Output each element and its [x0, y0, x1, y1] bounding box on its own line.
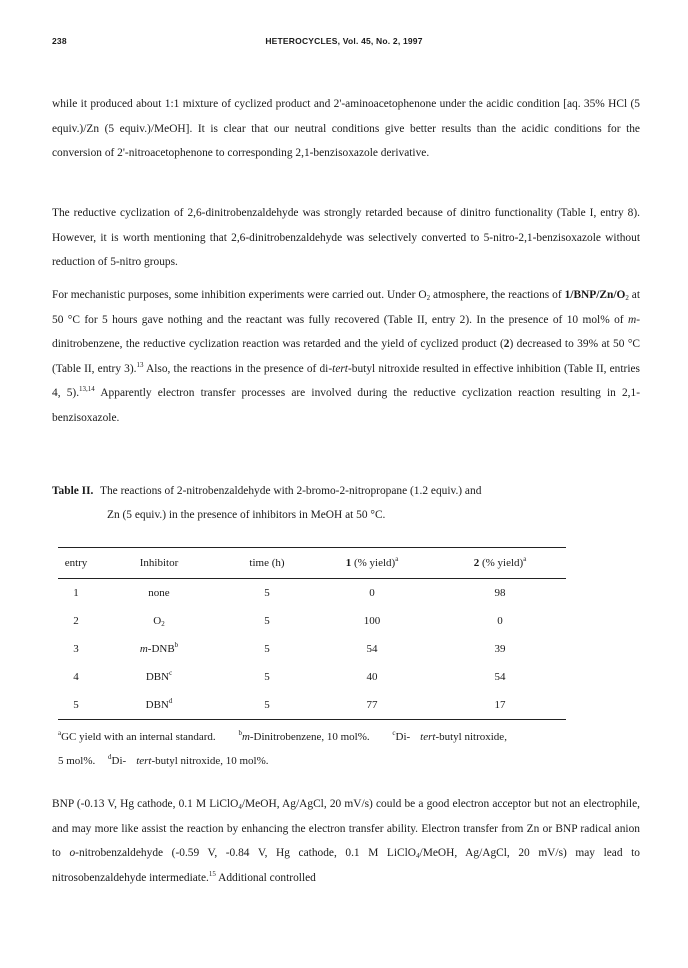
cell-yield-2: 98 [494, 587, 506, 599]
cell-entry: 1 [73, 587, 79, 599]
table-row [58, 691, 566, 720]
footnote-d: $^d$Di- tert-butyl nitroxide, 10 mol%. [108, 753, 269, 767]
paragraph-2-text: The reductive cyclization of 2,6-dinitrobenzaldehyde was strongly retarded because of dinitro functionality (Table I, entry 8). However, it is worth mentioning that 2,6-dinitrobenzaldehyde was selectively converted to 5-nitro-2,1-benzisoxazole without reduction of 5-nitro groups. [52, 207, 640, 269]
cell-entry: 4 [73, 671, 79, 683]
cell-entry: 5 [58, 691, 94, 720]
header-yield-1: 1 (% yield)$^a$ [310, 548, 434, 579]
journal-title: HETEROCYCLES, Vol. 45, No. 2, 1997 [265, 36, 423, 46]
cell-yield-1: 54 [366, 643, 378, 655]
footnote-b: $^b$m-Dinitrobenzene, 10 mol%. [238, 729, 370, 743]
paragraph-3-text: For mechanistic purposes, some inhibition experiments were carried out. Under $O_2$ atmosphere, the reactions of $1/BNP/Zn/O_2$ at 50 °C for 5 hours gave nothing and the reactant was fully recovered (Table II, entry 2). In the presence of 10 mol% of m-dinitrobenzene, the reductive cyclization reaction was retarded and the yield of cyclized product (2) decreased to 39% at 50 °C (Table II, entry 3).$^{13}$ Also, the reactions in the presence of di-tert-butyl nitroxide resulted in effective inhibition (Table II, entries 4, 5).$^{13,14}$ Apparently electron transfer processes are involved during the reductive cyclization reaction resulting in 2,1-benzisoxazole. [52, 289, 640, 424]
results-table [58, 547, 566, 720]
cell-yield-1: 40 [366, 671, 378, 683]
header-time: time (h) [224, 548, 310, 579]
paragraph-3 [52, 283, 640, 431]
page-number: 238 [52, 36, 67, 46]
paragraph-2 [52, 201, 640, 275]
cell-yield-1: 77 [310, 691, 434, 720]
paragraph-4 [52, 792, 640, 890]
cell-inhibitor: m-DNB$^b$ [139, 641, 179, 655]
footnote-c: $^c$Di- tert-butyl nitroxide, [392, 729, 507, 743]
paragraph-4-text: BNP (-0.13 V, Hg cathode, 0.1 M LiClO$_4$/MeOH, Ag/AgCl, 20 mV/s) could be a good electron acceptor but not an electrophile, and may more like assist the reaction by enhancing the electron transfer ability. Electron transfer from Zn or BNP radical anion to o-nitrobenzaldehyde (-0.59 V, -0.84 V, Hg cathode, 0.1 M LiClO$_4$/MeOH, Ag/AgCl, 20 mV/s) may lead to nitrosobenzaldehyde intermediate.$^{15}$ Additional controlled [52, 798, 640, 884]
header-inhibitor: Inhibitor [94, 548, 224, 579]
cell-inhibitor: DBN$^c$ [145, 669, 173, 683]
footnote-c-cont: 5 mol%. [58, 755, 96, 767]
cell-entry: 2 [73, 615, 79, 627]
table-row [58, 635, 566, 663]
cell-time: 5 [264, 643, 270, 655]
cell-time: 5 [264, 615, 270, 627]
table-row [58, 663, 566, 691]
cell-yield-2: 0 [497, 615, 503, 627]
cell-yield-1: 0 [369, 587, 375, 599]
table-row [58, 607, 566, 635]
table-caption [52, 479, 640, 527]
header-entry: entry [58, 548, 94, 579]
caption-line-2: Zn (5 equiv.) in the presence of inhibitors in MeOH at 50 °C. [107, 509, 386, 521]
header-yield-2: 2 (% yield)$^a$ [434, 548, 566, 579]
cell-yield-1: 100 [363, 615, 381, 627]
cell-inhibitor: DBN$^d$ [94, 691, 224, 720]
cell-entry: 3 [73, 643, 79, 655]
paragraph-1-text: while it produced about 1:1 mixture of cyclized product and 2'-aminoacetophenone under the acidic condition [aq. 35% HCl (5 equiv.)/Zn (5 equiv.)/MeOH]. It is clear that our neutral conditions give better results than the acidic conditions for the conversion of 2'-nitroacetophenone to corresponding 2,1-benzisoxazole derivative. [52, 98, 640, 160]
table-footnotes [58, 725, 618, 773]
cell-inhibitor: none [148, 587, 170, 599]
cell-yield-2: 17 [434, 691, 566, 720]
caption-line-1: The reactions of 2-nitrobenzaldehyde with 2-bromo-2-nitropropane (1.2 equiv.) and [100, 485, 482, 497]
cell-inhibitor: $O_2$ [153, 615, 165, 628]
cell-yield-2: 39 [494, 643, 506, 655]
paragraph-1 [52, 92, 640, 166]
cell-time: 5 [224, 691, 310, 720]
table-row [58, 579, 566, 608]
cell-yield-2: 54 [494, 671, 506, 683]
running-header [52, 36, 636, 50]
table-header-row [58, 548, 566, 579]
table-label: Table II. [52, 485, 94, 497]
cell-time: 5 [264, 671, 270, 683]
cell-time: 5 [264, 587, 270, 599]
footnote-a: $^a$GC yield with an internal standard. [58, 729, 216, 743]
